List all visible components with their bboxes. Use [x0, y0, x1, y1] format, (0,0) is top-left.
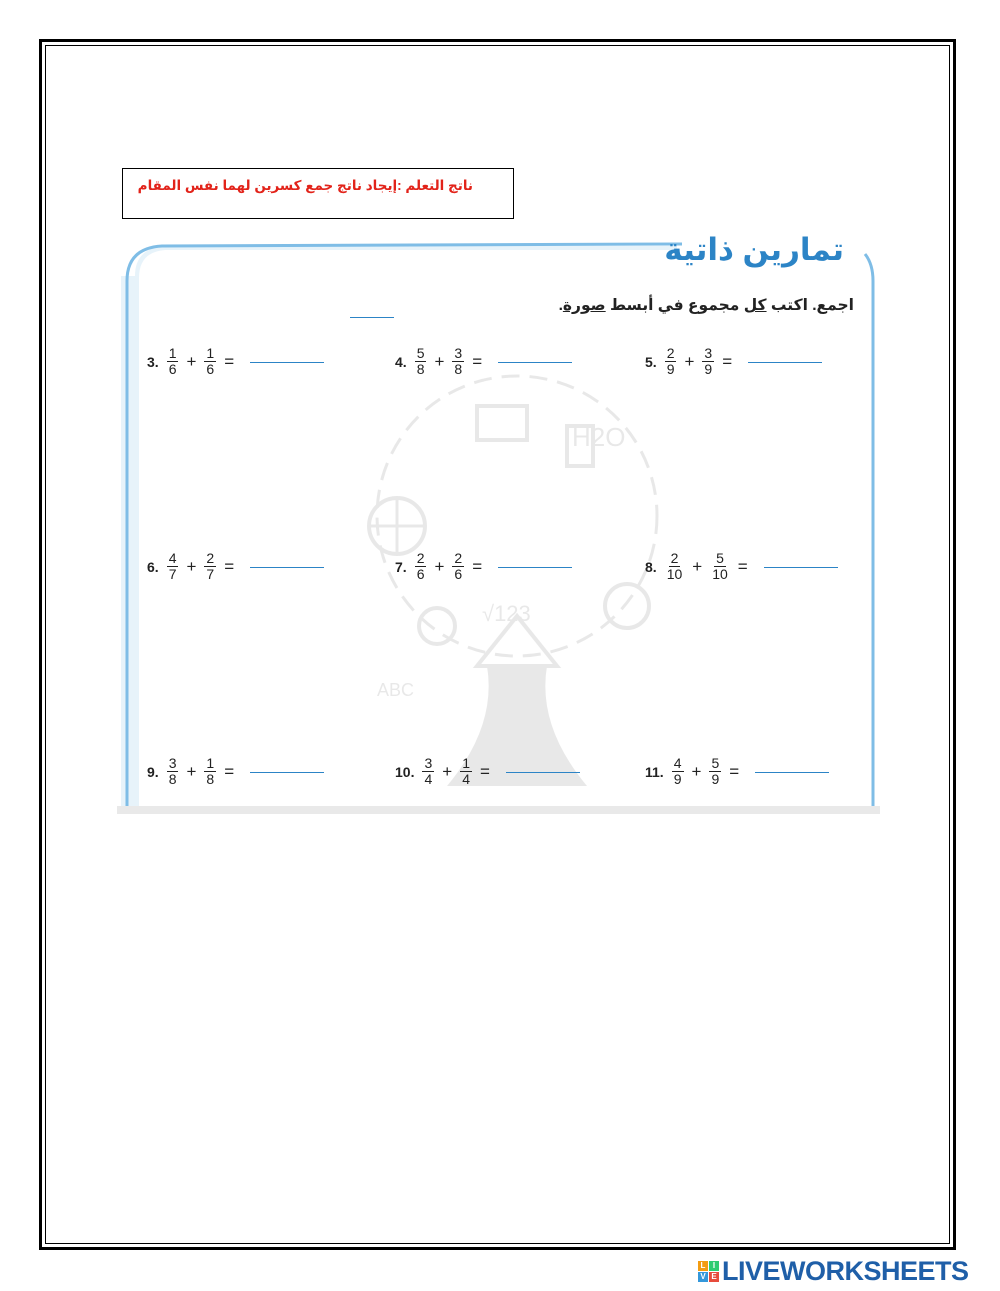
- watermark-tree: [327, 366, 707, 806]
- equals-sign: =: [224, 761, 235, 781]
- problem-number: 8.: [645, 558, 657, 575]
- equals-sign: =: [722, 351, 733, 371]
- plus-sign: +: [434, 556, 445, 576]
- problem-item: [395, 551, 572, 582]
- watermark-text-abc: ABC: [377, 680, 415, 700]
- answer-blank[interactable]: [506, 764, 580, 773]
- answer-blank[interactable]: [250, 559, 324, 568]
- problem-item: [147, 551, 324, 582]
- problem-number: 7.: [395, 558, 407, 575]
- fraction-a: $\frac{1}{6}$: [168, 345, 177, 377]
- liveworksheets-logo: [698, 1256, 969, 1287]
- answer-blank[interactable]: [748, 354, 822, 363]
- problem-item: [645, 346, 822, 377]
- fraction-a: $\frac{3}{4}$: [424, 755, 433, 787]
- fraction-b: $\frac{5}{9}$: [711, 755, 720, 787]
- fraction-b: $\frac{1}{6}$: [206, 345, 215, 377]
- problem-item: [395, 346, 572, 377]
- fraction-a: $\frac{2}{10}$: [666, 550, 683, 582]
- plus-sign: +: [442, 761, 453, 781]
- problem-number: 6.: [147, 558, 159, 575]
- learning-outcome-text: ناتج التعلم :إيجاد ناتج جمع كسرين لهما نفس المقام: [137, 178, 473, 193]
- problem-number: 9.: [147, 763, 159, 780]
- logo-squares-icon: L I V E: [698, 1261, 719, 1282]
- equals-sign: =: [737, 556, 748, 576]
- watermark-text-h2o: H2O: [572, 422, 626, 452]
- answer-blank[interactable]: [498, 559, 572, 568]
- plus-sign: +: [691, 761, 702, 781]
- fraction-b: $\frac{3}{9}$: [704, 345, 713, 377]
- fraction-b: $\frac{2}{6}$: [454, 550, 463, 582]
- instruction-text: اجمع. اكتب كل مجموع في أبسط صورة.: [558, 297, 854, 314]
- plus-sign: +: [684, 351, 695, 371]
- problem-item: [645, 756, 829, 787]
- problem-number: 4.: [395, 353, 407, 370]
- problem-item: [147, 756, 324, 787]
- fraction-a: $\frac{2}{6}$: [416, 550, 425, 582]
- equals-sign: =: [224, 556, 235, 576]
- equals-sign: =: [729, 761, 740, 781]
- watermark-text-sqrt: √123: [482, 601, 531, 626]
- problem-number: 3.: [147, 353, 159, 370]
- fraction-b: $\frac{5}{10}$: [712, 550, 728, 582]
- equals-sign: =: [472, 351, 483, 371]
- equals-sign: =: [472, 556, 483, 576]
- plus-sign: +: [186, 556, 197, 576]
- fraction-b: $\frac{1}{8}$: [206, 755, 215, 787]
- equals-sign: =: [224, 351, 235, 371]
- fraction-a: $\frac{2}{9}$: [666, 345, 675, 377]
- fraction-b: $\frac{1}{4}$: [462, 755, 470, 787]
- problem-item: [395, 756, 580, 787]
- answer-blank[interactable]: [250, 354, 324, 363]
- instruction-answer-blank[interactable]: [350, 317, 394, 318]
- logo-text: LIVEWORKSHEETS: [722, 1256, 969, 1286]
- problem-item: [645, 551, 838, 582]
- fraction-a: $\frac{5}{8}$: [416, 345, 425, 377]
- answer-blank[interactable]: [764, 559, 838, 568]
- exercise-title: تمارين ذاتية: [664, 232, 844, 267]
- exercise-panel: [117, 232, 880, 814]
- plus-sign: +: [692, 556, 703, 576]
- answer-blank[interactable]: [250, 764, 324, 773]
- fraction-b: $\frac{2}{7}$: [206, 550, 215, 582]
- learning-outcome-box: [122, 168, 514, 219]
- fraction-a: $\frac{3}{8}$: [168, 755, 177, 787]
- equals-sign: =: [480, 761, 490, 781]
- plus-sign: +: [186, 761, 197, 781]
- problem-number: 10.: [395, 763, 415, 780]
- plus-sign: +: [186, 351, 197, 371]
- problem-number: 5.: [645, 353, 657, 370]
- fraction-a: $\frac{4}{7}$: [168, 550, 177, 582]
- fraction-b: $\frac{3}{8}$: [454, 345, 463, 377]
- answer-blank[interactable]: [755, 764, 829, 773]
- problem-item: [147, 346, 324, 377]
- plus-sign: +: [434, 351, 445, 371]
- answer-blank[interactable]: [498, 354, 572, 363]
- fraction-a: $\frac{4}{9}$: [673, 755, 682, 787]
- problem-number: 11.: [645, 763, 664, 780]
